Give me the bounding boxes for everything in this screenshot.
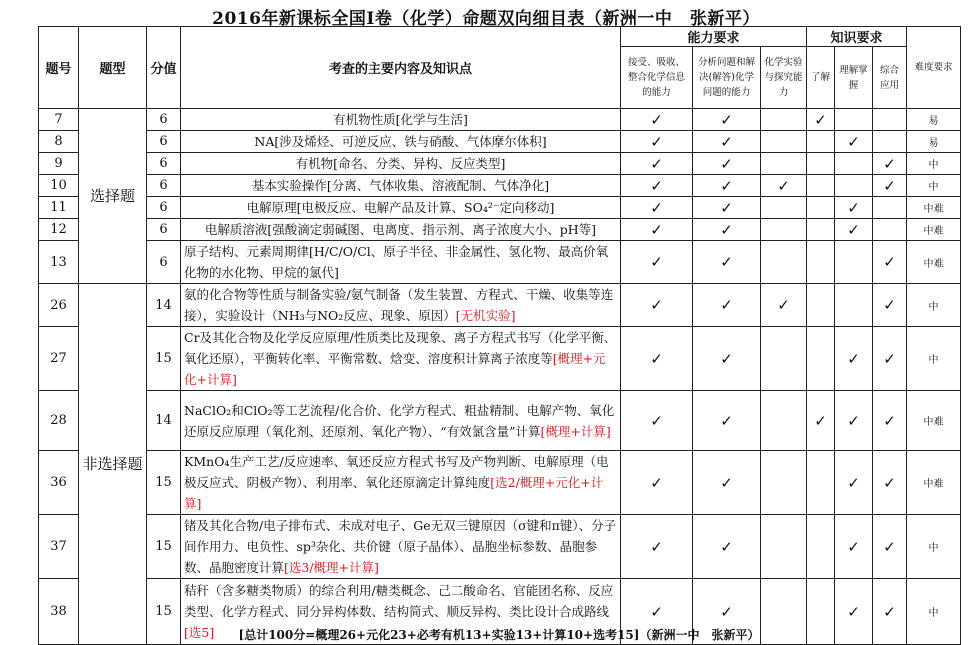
content-text: 锗及其化合物/电子排布式、未成对电子、Ge无双三键原因（σ键和π键）、分子间作用力、电负性、sp³杂化、共价键（原子晶体）、晶胞坐标参数、晶胞参数、晶胞密度计算	[184, 518, 617, 575]
requirement-check-k3	[873, 327, 907, 391]
table-row	[39, 284, 961, 327]
check-mark-icon: ✓	[650, 198, 663, 217]
header-knowledge-apply: 综合应用	[873, 47, 907, 109]
content-text: 秸秆（含多糖类物质）的综合利用/糖类概念、己二酸命名、官能团名称、反应类型、化学方程式、同分异构体数、结构简式、顺反异构、类比设计合成路线	[184, 583, 614, 619]
requirement-check-a1	[621, 197, 693, 219]
page-title: 2016年新课标全国Ⅰ卷（化学）命题双向细目表（新洲一中 张新平）	[212, 9, 760, 29]
requirement-check-a3	[761, 219, 807, 241]
difficulty-level: 中	[907, 327, 961, 391]
difficulty-level: 中	[907, 515, 961, 579]
content-text: 有机物[命名、分类、异构、反应类型]	[295, 156, 506, 171]
requirement-check-a3	[761, 131, 807, 153]
requirement-check-k3	[873, 515, 907, 579]
check-mark-icon: ✓	[720, 176, 733, 195]
check-mark-icon: ✓	[883, 253, 896, 271]
requirement-check-k1	[807, 515, 835, 579]
header-knowledge: 知识要求	[807, 27, 907, 47]
check-mark-icon: ✓	[883, 411, 896, 430]
requirement-check-a3	[761, 109, 807, 131]
content-category-tag: [选5]	[184, 625, 215, 640]
check-mark-icon: ✓	[650, 473, 663, 492]
check-mark-icon: ✓	[650, 602, 663, 621]
check-mark-icon: ✓	[650, 411, 663, 430]
question-score: 15	[147, 451, 181, 515]
requirement-check-k1	[807, 327, 835, 391]
check-mark-icon: ✓	[883, 176, 896, 195]
content-text: 原子结构、元素周期律[H/C/O/Cl、原子半径、非金属性、氢化物、最高价氧化物的水化物、甲烷的氯代]	[184, 244, 609, 280]
question-content	[181, 109, 621, 131]
question-number: 37	[39, 515, 79, 579]
table-row	[39, 391, 961, 451]
requirement-check-k3	[873, 175, 907, 197]
check-mark-icon: ✓	[650, 253, 663, 271]
requirement-check-k3	[873, 153, 907, 175]
header-knowledge-master: 理解掌握	[835, 47, 873, 109]
difficulty-level: 中	[907, 284, 961, 327]
table-row	[39, 241, 961, 284]
check-mark-icon: ✓	[847, 220, 860, 239]
check-mark-icon: ✓	[720, 220, 733, 239]
check-mark-icon: ✓	[720, 473, 733, 492]
question-score: 6	[147, 241, 181, 284]
requirement-check-k1	[807, 175, 835, 197]
requirement-check-k2	[835, 153, 873, 175]
content-category-tag: [选3/概理+计算]	[284, 560, 379, 575]
requirement-check-k1	[807, 391, 835, 451]
table-row	[39, 153, 961, 175]
requirement-check-a2	[693, 241, 761, 284]
requirement-check-a3	[761, 327, 807, 391]
requirement-check-a1	[621, 175, 693, 197]
table-row	[39, 131, 961, 153]
check-mark-icon: ✓	[777, 296, 790, 314]
requirement-check-k2	[835, 241, 873, 284]
check-mark-icon: ✓	[650, 176, 663, 195]
requirement-check-a2	[693, 197, 761, 219]
question-score: 6	[147, 153, 181, 175]
requirement-check-k1	[807, 284, 835, 327]
question-number: 26	[39, 284, 79, 327]
check-mark-icon: ✓	[720, 253, 733, 271]
requirement-check-a1	[621, 109, 693, 131]
question-number: 13	[39, 241, 79, 284]
check-mark-icon: ✓	[720, 198, 733, 217]
header-ability-analyze: 分析问题和解决(解答)化学问题的能力	[693, 47, 761, 109]
check-mark-icon: ✓	[883, 473, 896, 492]
question-content	[181, 451, 621, 515]
question-content	[181, 153, 621, 175]
content-text: 电解质溶液[强酸滴定弱碱图、电离度、指示剂、离子浓度大小、pH等]	[204, 222, 597, 237]
check-mark-icon: ✓	[847, 132, 860, 151]
content-category-tag: [选2/概理+元化+计算]	[184, 475, 604, 511]
question-score: 15	[147, 579, 181, 645]
header-difficulty: 难度要求	[907, 27, 961, 109]
requirement-check-k1	[807, 197, 835, 219]
content-text: 有机物性质[化学与生活]	[333, 112, 468, 127]
requirement-check-k2	[835, 109, 873, 131]
requirement-check-k2	[835, 284, 873, 327]
requirement-check-k2	[835, 391, 873, 451]
requirement-check-k3	[873, 219, 907, 241]
requirement-check-a3	[761, 241, 807, 284]
content-text: NaClO₂和ClO₂等工艺流程/化合价、化学方程式、粗盐精制、电解产物、氧化还原反应原理（氧化剂、还原剂、氧化产物）、“有效氯含量”计算	[184, 402, 615, 439]
requirement-check-a3	[761, 197, 807, 219]
check-mark-icon: ✓	[650, 154, 663, 173]
check-mark-icon: ✓	[720, 110, 733, 129]
check-mark-icon: ✓	[883, 537, 896, 556]
question-content	[181, 391, 621, 451]
check-mark-icon: ✓	[650, 296, 663, 314]
content-text: KMnO₄生产工艺/反应速率、氧还反应方程式书写及产物判断、电解原理（电极反应式、阴极产物）、利用率、氧化还原滴定计算纯度	[184, 454, 609, 490]
check-mark-icon: ✓	[847, 602, 860, 621]
requirement-check-k1	[807, 219, 835, 241]
question-score: 15	[147, 515, 181, 579]
check-mark-icon: ✓	[720, 349, 733, 368]
difficulty-level: 中	[907, 579, 961, 645]
requirement-check-k2	[835, 131, 873, 153]
header-ability: 能力要求	[621, 27, 807, 47]
spec-table	[38, 26, 961, 645]
question-number: 11	[39, 197, 79, 219]
requirement-check-k3	[873, 451, 907, 515]
check-mark-icon: ✓	[720, 296, 733, 314]
requirement-check-a3	[761, 391, 807, 451]
requirement-check-a2	[693, 284, 761, 327]
content-text: NA[涉及烯烃、可逆反应、铁与硝酸、气体摩尔体积]	[254, 134, 547, 149]
requirement-check-k3	[873, 131, 907, 153]
requirement-check-k3	[873, 241, 907, 284]
question-number: 7	[39, 109, 79, 131]
question-number: 36	[39, 451, 79, 515]
requirement-check-a3	[761, 153, 807, 175]
question-number: 8	[39, 131, 79, 153]
requirement-check-a2	[693, 515, 761, 579]
difficulty-level: 中	[907, 175, 961, 197]
table-row	[39, 219, 961, 241]
summary-footer: [总计100分=概理26+元化23+必考有机13+实验13+计算10+选考15]（新洲一中 张新平）	[238, 628, 760, 642]
question-content	[181, 515, 621, 579]
header-score: 分值	[147, 27, 181, 109]
requirement-check-a2	[693, 391, 761, 451]
check-mark-icon: ✓	[847, 411, 860, 430]
requirement-check-k1	[807, 153, 835, 175]
requirement-check-a2	[693, 451, 761, 515]
table-row	[39, 197, 961, 219]
check-mark-icon: ✓	[883, 296, 896, 314]
header-content: 考查的主要内容及知识点	[181, 27, 621, 109]
check-mark-icon: ✓	[847, 349, 860, 368]
requirement-check-a1	[621, 241, 693, 284]
question-number: 28	[39, 391, 79, 451]
requirement-check-a3	[761, 515, 807, 579]
requirement-check-a1	[621, 515, 693, 579]
check-mark-icon: ✓	[847, 198, 860, 217]
content-text: 电解原理[电极反应、电解产品及计算、SO₄²⁻定向移动]	[246, 200, 555, 215]
question-score: 14	[147, 284, 181, 327]
question-score: 6	[147, 131, 181, 153]
check-mark-icon: ✓	[720, 411, 733, 430]
question-score: 6	[147, 109, 181, 131]
content-text: Cr及其化合物及化学反应原理/性质类比及现象、离子方程式书写（化学平衡、氧化还原），平衡转化率、平衡常数、焓变、溶度积计算离子浓度等	[184, 330, 617, 366]
requirement-check-k3	[873, 284, 907, 327]
check-mark-icon: ✓	[650, 537, 663, 556]
header-ability-receive: 接受、吸收、整合化学信息的能力	[621, 47, 693, 109]
check-mark-icon: ✓	[720, 537, 733, 556]
check-mark-icon: ✓	[777, 176, 790, 195]
requirement-check-a1	[621, 451, 693, 515]
question-content	[181, 175, 621, 197]
content-category-tag: [无机实验]	[455, 308, 516, 323]
difficulty-level: 中难	[907, 391, 961, 451]
table-row	[39, 451, 961, 515]
requirement-check-k2	[835, 515, 873, 579]
requirement-check-a1	[621, 284, 693, 327]
header-qnum: 题号	[39, 27, 79, 109]
question-number: 27	[39, 327, 79, 391]
requirement-check-a2	[693, 131, 761, 153]
header-knowledge-understand: 了解	[807, 47, 835, 109]
difficulty-level: 中难	[907, 219, 961, 241]
question-number: 38	[39, 579, 79, 645]
difficulty-level: 中难	[907, 241, 961, 284]
question-content	[181, 131, 621, 153]
question-number: 12	[39, 219, 79, 241]
check-mark-icon: ✓	[720, 602, 733, 621]
check-mark-icon: ✓	[814, 411, 827, 430]
check-mark-icon: ✓	[883, 349, 896, 368]
requirement-check-k2	[835, 219, 873, 241]
question-content	[181, 197, 621, 219]
table-row	[39, 327, 961, 391]
question-score: 6	[147, 175, 181, 197]
question-number: 9	[39, 153, 79, 175]
table-row	[39, 515, 961, 579]
difficulty-level: 易	[907, 109, 961, 131]
content-text: 基本实验操作[分离、气体收集、溶液配制、气体净化]	[251, 178, 550, 193]
difficulty-level: 中	[907, 153, 961, 175]
requirement-check-a2	[693, 153, 761, 175]
content-text: 氨的化合物等性质与制备实验/氨气制备（发生装置、方程式、干燥、收集等连接），实验设计（NH₃与NO₂反应、现象、原因）	[184, 287, 614, 323]
question-score: 6	[147, 219, 181, 241]
requirement-check-a2	[693, 175, 761, 197]
check-mark-icon: ✓	[650, 349, 663, 368]
check-mark-icon: ✓	[720, 132, 733, 151]
check-mark-icon: ✓	[847, 473, 860, 492]
content-category-tag: [概理+计算]	[540, 423, 611, 439]
question-content	[181, 327, 621, 391]
question-type-nonchoice: 非选择题	[79, 284, 147, 645]
check-mark-icon: ✓	[720, 154, 733, 173]
requirement-check-k1	[807, 451, 835, 515]
check-mark-icon: ✓	[650, 110, 663, 129]
requirement-check-k1	[807, 109, 835, 131]
question-score: 14	[147, 391, 181, 451]
requirement-check-k3	[873, 109, 907, 131]
check-mark-icon: ✓	[883, 602, 896, 621]
requirement-check-a1	[621, 391, 693, 451]
requirement-check-a3	[761, 175, 807, 197]
requirement-check-a2	[693, 109, 761, 131]
content-category-tag: [概理+元化+计算]	[184, 351, 606, 387]
question-number: 10	[39, 175, 79, 197]
question-score: 6	[147, 197, 181, 219]
requirement-check-a3	[761, 284, 807, 327]
requirement-check-k2	[835, 327, 873, 391]
check-mark-icon: ✓	[650, 132, 663, 151]
check-mark-icon: ✓	[883, 154, 896, 173]
check-mark-icon: ✓	[814, 110, 827, 129]
question-content	[181, 241, 621, 284]
requirement-check-k1	[807, 241, 835, 284]
requirement-check-a1	[621, 327, 693, 391]
question-score: 15	[147, 327, 181, 391]
requirement-check-k2	[835, 175, 873, 197]
table-row	[39, 109, 961, 131]
difficulty-level: 中难	[907, 451, 961, 515]
requirement-check-a2	[693, 219, 761, 241]
requirement-check-k2	[835, 197, 873, 219]
header-type: 题型	[79, 27, 147, 109]
requirement-check-k3	[873, 391, 907, 451]
check-mark-icon: ✓	[847, 537, 860, 556]
check-mark-icon: ✓	[650, 220, 663, 239]
requirement-check-k1	[807, 131, 835, 153]
requirement-check-a3	[761, 451, 807, 515]
requirement-check-k2	[835, 451, 873, 515]
requirement-check-a1	[621, 219, 693, 241]
header-ability-experiment: 化学实验与探究能力	[761, 47, 807, 109]
question-content	[181, 219, 621, 241]
question-content	[181, 284, 621, 327]
requirement-check-k3	[873, 197, 907, 219]
requirement-check-a2	[693, 327, 761, 391]
question-type-choice: 选择题	[79, 109, 147, 284]
requirement-check-a1	[621, 131, 693, 153]
difficulty-level: 易	[907, 131, 961, 153]
difficulty-level: 中难	[907, 197, 961, 219]
table-row	[39, 175, 961, 197]
requirement-check-a1	[621, 153, 693, 175]
